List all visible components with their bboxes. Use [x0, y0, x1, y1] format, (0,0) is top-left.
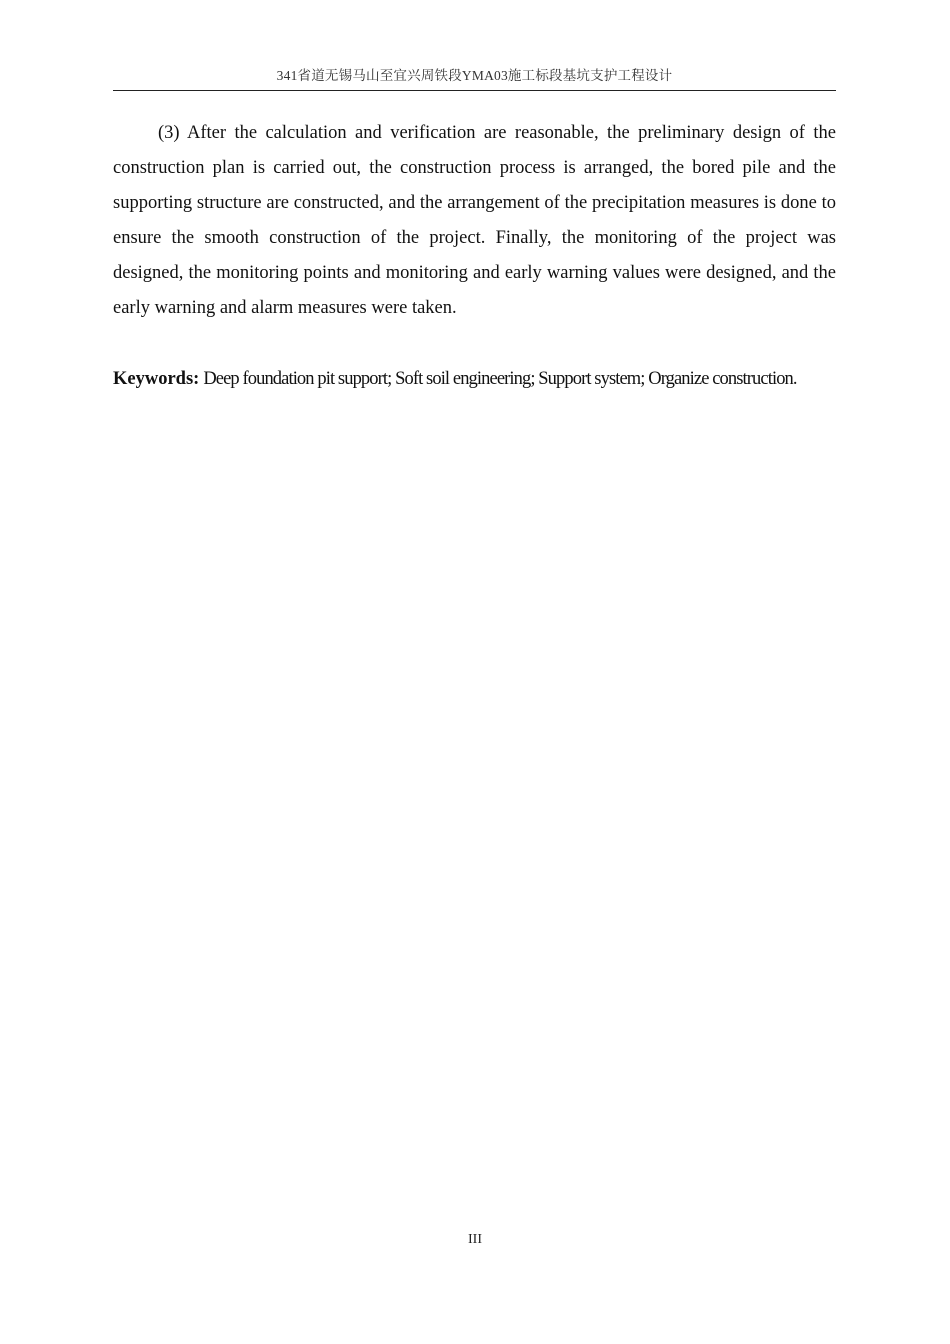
- keywords-line: [113, 366, 873, 392]
- page-header: 341省道无锡马山至宜兴周铁段YMA03施工标段基坑支护工程设计: [113, 62, 836, 91]
- keywords-value: Deep foundation pit support; Soft soil engineering; Support system; Organize construction.: [203, 369, 797, 389]
- keywords-label: Keywords:: [113, 369, 200, 389]
- page-number: III: [468, 1232, 482, 1247]
- abstract-paragraph: (3) After the calculation and verification are reasonable, the preliminary design of the construction plan is carried out, the construction process is arranged, the bored pile and the supporting structure are constructed, and the arrangement of the precipitation measures is done to ensure the smooth construction of the project. Finally, the monitoring of the project was designed, the monitoring points and monitoring and early warning values were designed, and the early warning and alarm measures were taken.: [113, 123, 836, 318]
